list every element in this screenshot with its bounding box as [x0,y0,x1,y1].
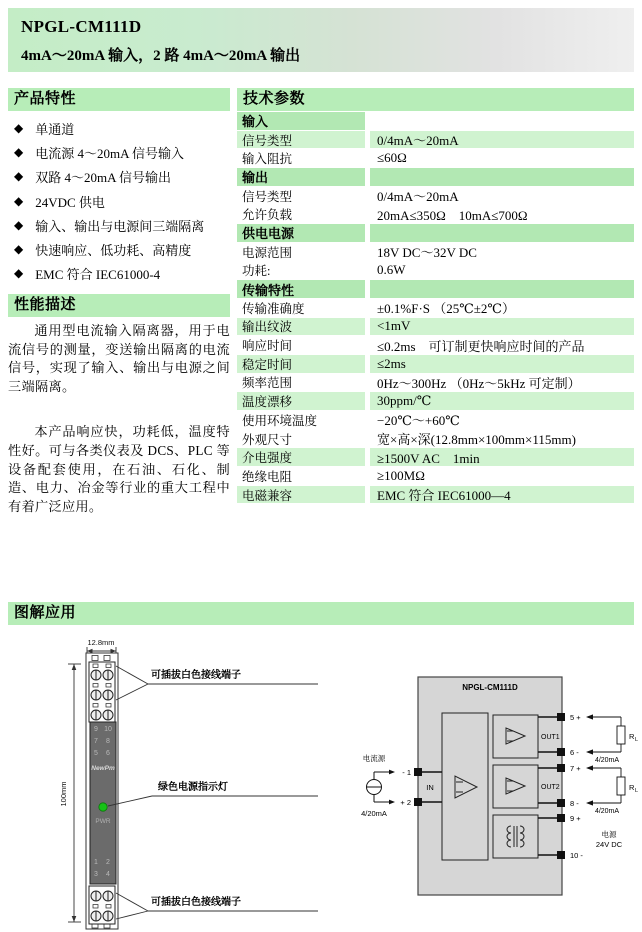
right-terminal-label: 6 - [570,748,579,757]
feature-item [8,116,230,140]
feature-text: EMC 符合 IEC61000-4 [35,267,161,283]
spec-label: 输入 [237,112,365,131]
specs-table [237,112,634,504]
terminal-number: 7 [94,738,98,745]
spec-value: ≥1500V AC 1min [370,448,634,467]
diamond-bullet-icon: ◆ [14,120,24,135]
spec-row [237,205,634,224]
out1-label: OUT1 [541,734,560,741]
spec-row [237,318,634,337]
spec-row [237,430,634,449]
right-terminal-label: 5 + [570,713,581,722]
feature-text: 快速响应、低功耗、高精度 [35,243,192,259]
spec-row [237,299,634,318]
terminal-number: 6 [106,750,110,757]
spec-label: 输出 [237,168,365,187]
spec-value: ≤0.2ms 可订制更快响应时间的产品 [370,336,634,355]
brand-logo: NewPm [91,765,115,772]
spec-value [370,168,634,187]
diamond-bullet-icon: ◆ [14,144,24,159]
module-diagram [8,634,338,932]
spec-label: 介电强度 [237,448,365,467]
right-terminal-label: 10 - [570,851,583,860]
spec-value: ≥100MΩ [370,467,634,486]
spec-label: 信号类型 [237,131,365,150]
spec-row [237,355,634,374]
spec-value [370,224,634,243]
spec-label: 响应时间 [237,336,365,355]
feature-text: 24VDC 供电 [35,194,105,210]
output-signal-label: 4/20mA [594,808,620,815]
annotation-bottom-terminal [116,893,318,919]
spec-label: 功耗: [237,262,365,281]
spec-value: 0Hz～300Hz （0Hz～5kHz 可定制） [370,374,634,393]
feature-item [8,189,230,213]
load-resistor-subscript: L [635,788,639,794]
spec-value: 宽×高×深(12.8mm×100mm×115mm) [370,430,634,449]
output-signal-label: 4/20mA [594,757,620,764]
left-column [8,88,230,516]
spec-label: 供电电源 [237,224,365,243]
power-label: 电源 [601,830,617,839]
spec-label: 稳定时间 [237,355,365,374]
circuit-diagram [330,640,642,932]
spec-row [237,467,634,486]
spec-value [370,280,634,299]
in-label: IN [426,783,434,792]
spec-label: 传输准确度 [237,299,365,318]
spec-label: 信号类型 [237,187,365,206]
terminal-number: 5 [94,750,98,757]
spec-value: 0/4mA～20mA [370,187,634,206]
diamond-bullet-icon: ◆ [14,242,24,257]
spec-label: 绝缘电阻 [237,467,365,486]
terminal-number: 1 [94,859,98,866]
feature-text: 输入、输出与电源间三端隔离 [35,218,205,234]
spec-value: ≤60Ω [370,149,634,168]
input-terminal-label: - 1 [402,768,411,777]
spec-row [237,336,634,355]
spec-value: ≤2ms [370,355,634,374]
current-source-symbol [367,770,396,805]
out1-amp-block [493,715,538,758]
power-value: 24V DC [595,840,623,849]
spec-section-row [237,224,634,243]
current-source-label: 电流源 [362,754,386,763]
feature-item [8,165,230,189]
spec-section-row [237,280,634,299]
spec-label: 电磁兼容 [237,486,365,505]
feature-text: 双路 4～20mA 信号输出 [35,170,172,186]
description-paragraph: 本产品响应快，功耗低，温度特性好。可与各类仪表及 DCS、PLC 等设备配套使用，在石油、石化、制造、电力、冶金等行业的重大工程中有着广泛应用。 [8,424,230,514]
out2-label: OUT2 [541,784,560,791]
load-resistor-label: R [629,732,635,741]
module-body [90,722,116,884]
spec-row [237,374,634,393]
product-title: NPGL-CM111D [21,17,142,36]
spec-label: 电源范围 [237,243,365,262]
bottom-terminal-block [89,886,115,924]
spec-row [237,411,634,430]
diamond-bullet-icon: ◆ [14,266,24,281]
right-terminal-label: 9 + [570,814,581,823]
top-terminal-block [89,662,115,722]
height-dimension [68,664,81,922]
diamond-bullet-icon: ◆ [14,193,24,208]
spec-value: EMC 符合 IEC61000—4 [370,486,634,505]
terminal-number: 4 [106,871,110,878]
height-dimension-label: 100mm [59,781,68,807]
feature-item [8,237,230,261]
spec-row [237,149,634,168]
features-list [8,116,230,286]
spec-row [237,448,634,467]
features-heading: 产品特性 [8,88,230,111]
spec-value: ±0.1%F·S （25℃±2℃） [370,299,634,318]
spec-value [370,112,634,131]
spec-row [237,486,634,505]
specs-column [237,88,634,504]
spec-value: 30ppm/℃ [370,392,634,411]
right-terminal-label: 8 - [570,799,579,808]
load-loop-2 [586,765,625,805]
spec-row [237,243,634,262]
right-terminal-label: 7 + [570,764,581,773]
spec-value: 0/4mA～20mA [370,131,634,150]
diamond-bullet-icon: ◆ [14,169,24,184]
spec-value: 18V DC～32V DC [370,243,634,262]
transformer-block [493,815,538,858]
annotation-led [108,780,318,806]
terminal-number: 2 [106,859,110,866]
feature-text: 电流源 4～20mA 信号输入 [35,145,185,161]
spec-label: 允许负载 [237,205,365,224]
load-loop-1 [586,714,625,754]
spec-row [237,262,634,281]
input-amp-block [442,713,488,860]
annotation-top-terminal [116,666,318,700]
width-dimension-label: 12.8mm [87,638,115,647]
spec-label: 频率范围 [237,374,365,393]
header-banner [8,8,634,72]
load-resistor-label: R [629,783,635,792]
feature-text: 单通道 [35,121,75,137]
product-subtitle: 4mA～20mA 输入，2 路 4mA～20mA 输出 [21,48,301,64]
spec-label: 温度漂移 [237,392,365,411]
terminal-number: 10 [104,726,112,733]
application-heading: 图解应用 [8,602,634,625]
spec-section-row [237,112,634,131]
input-signal-label: 4/20mA [361,809,387,818]
spec-value: −20℃～+60℃ [370,411,634,430]
spec-label: 使用环境温度 [237,411,365,430]
feature-item [8,213,230,237]
out2-amp-block [493,765,538,808]
annotation-bottom-label: 可插拔白色接线端子 [151,897,241,908]
spec-value: <1mV [370,318,634,337]
diamond-bullet-icon: ◆ [14,217,24,232]
load-resistor-subscript: L [635,737,639,743]
power-led-label: PWR [95,818,111,825]
spec-row [237,187,634,206]
power-led [99,803,107,811]
input-terminal-label: + 2 [400,798,411,807]
spec-label: 输出纹波 [237,318,365,337]
spec-section-row [237,168,634,187]
spec-label: 输入阻抗 [237,149,365,168]
annotation-led-label: 绿色电源指示灯 [158,782,228,793]
spec-value: 20mA≤350Ω 10mA≤700Ω [370,205,634,224]
terminal-number: 3 [94,871,98,878]
spec-label: 外观尺寸 [237,430,365,449]
spec-label: 传输特性 [237,280,365,299]
annotation-top-label: 可插拔白色接线端子 [151,670,241,681]
spec-value: 0.6W [370,262,634,281]
terminal-number: 8 [106,738,110,745]
specs-heading: 技术参数 [237,88,634,111]
feature-item [8,262,230,286]
terminal-number: 9 [94,726,98,733]
spec-row [237,392,634,411]
circuit-title: NPGL-CM111D [462,683,518,692]
feature-item [8,140,230,164]
spec-row [237,131,634,150]
description-paragraph: 通用型电流输入隔离器，用于电流信号的测量，变送输出隔离的电流信号，实现了输入、输出与电源之间三端隔离。 [8,323,230,394]
description-heading: 性能描述 [8,294,230,317]
